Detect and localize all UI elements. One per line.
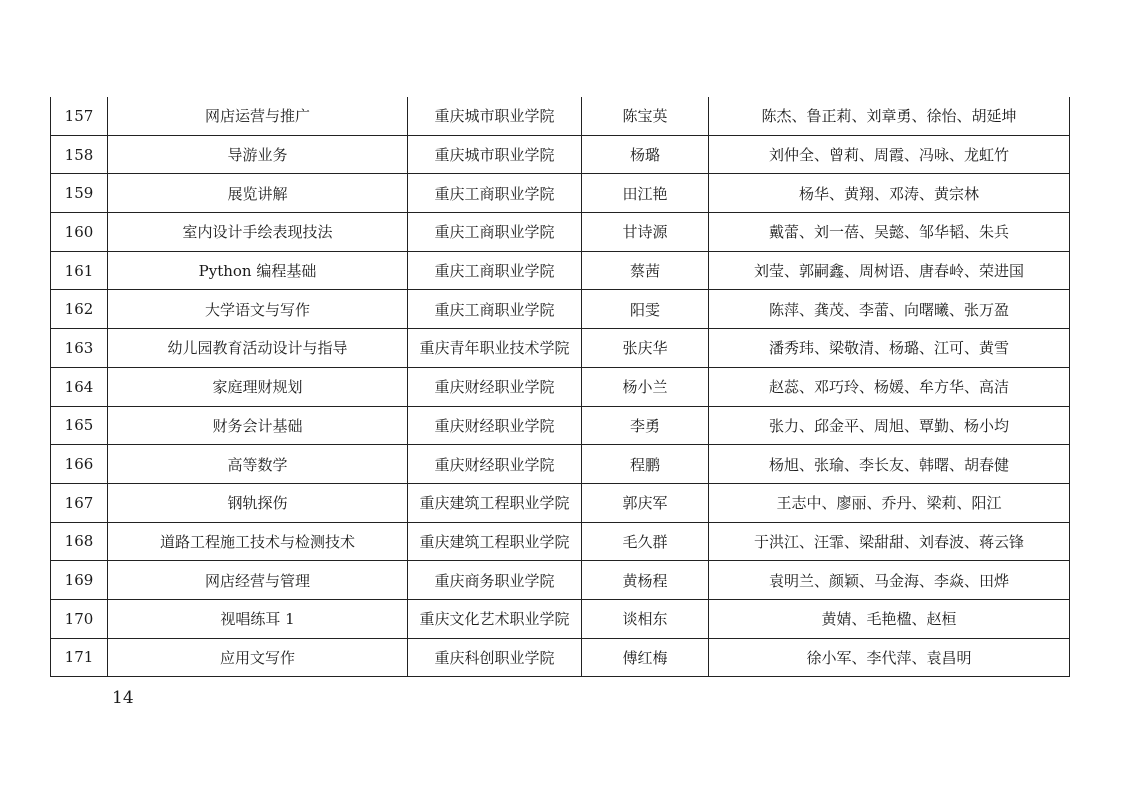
row-number-cell: 160 [51, 213, 108, 252]
school-name-cell: 重庆工商职业学院 [408, 174, 582, 213]
team-members-cell: 赵蕊、邓巧玲、杨媛、牟方华、高洁 [709, 367, 1070, 406]
course-leader-cell: 杨璐 [582, 135, 709, 174]
table-row [51, 599, 1070, 638]
course-leader-cell: 傅红梅 [582, 638, 709, 677]
course-name-cell: 展览讲解 [108, 174, 408, 213]
team-members-cell: 戴蕾、刘一蓓、吴懿、邹华韬、朱兵 [709, 213, 1070, 252]
table-row [51, 522, 1070, 561]
course-name-cell: 高等数学 [108, 445, 408, 484]
row-number-cell: 158 [51, 135, 108, 174]
course-name-cell: 钢轨探伤 [108, 483, 408, 522]
team-members-cell: 袁明兰、颜颖、马金海、李焱、田烨 [709, 561, 1070, 600]
school-name-cell: 重庆城市职业学院 [408, 135, 582, 174]
school-name-cell: 重庆城市职业学院 [408, 97, 582, 135]
school-name-cell: 重庆商务职业学院 [408, 561, 582, 600]
page-number: 14 [112, 688, 134, 708]
row-number-cell: 170 [51, 599, 108, 638]
table-row [51, 329, 1070, 368]
school-name-cell: 重庆财经职业学院 [408, 367, 582, 406]
team-members-cell: 刘仲全、曾莉、周霞、冯咏、龙虹竹 [709, 135, 1070, 174]
table-row [51, 174, 1070, 213]
course-name-cell: 应用文写作 [108, 638, 408, 677]
team-members-cell: 陈杰、鲁正莉、刘章勇、徐怡、胡延坤 [709, 97, 1070, 135]
course-table-body [51, 97, 1070, 677]
course-table [50, 97, 1070, 677]
row-number-cell: 169 [51, 561, 108, 600]
course-name-cell: 大学语文与写作 [108, 290, 408, 329]
row-number-cell: 163 [51, 329, 108, 368]
course-leader-cell: 谈相东 [582, 599, 709, 638]
row-number-cell: 167 [51, 483, 108, 522]
course-leader-cell: 郭庆军 [582, 483, 709, 522]
course-leader-cell: 杨小兰 [582, 367, 709, 406]
table-row [51, 483, 1070, 522]
course-name-cell: Python 编程基础 [108, 251, 408, 290]
row-number-cell: 166 [51, 445, 108, 484]
course-leader-cell: 甘诗源 [582, 213, 709, 252]
table-row [51, 251, 1070, 290]
course-name-cell: 财务会计基础 [108, 406, 408, 445]
course-name-cell: 导游业务 [108, 135, 408, 174]
row-number-cell: 162 [51, 290, 108, 329]
course-leader-cell: 张庆华 [582, 329, 709, 368]
team-members-cell: 潘秀玮、梁敬清、杨璐、江可、黄雪 [709, 329, 1070, 368]
course-leader-cell: 黄杨程 [582, 561, 709, 600]
course-leader-cell: 毛久群 [582, 522, 709, 561]
course-name-cell: 视唱练耳 1 [108, 599, 408, 638]
table-row [51, 135, 1070, 174]
school-name-cell: 重庆建筑工程职业学院 [408, 522, 582, 561]
table-row [51, 561, 1070, 600]
table-row [51, 97, 1070, 135]
school-name-cell: 重庆科创职业学院 [408, 638, 582, 677]
table-row [51, 445, 1070, 484]
row-number-cell: 157 [51, 97, 108, 135]
school-name-cell: 重庆工商职业学院 [408, 251, 582, 290]
team-members-cell: 王志中、廖丽、乔丹、梁莉、阳江 [709, 483, 1070, 522]
team-members-cell: 杨旭、张瑜、李长友、韩曙、胡春健 [709, 445, 1070, 484]
course-leader-cell: 李勇 [582, 406, 709, 445]
row-number-cell: 164 [51, 367, 108, 406]
course-name-cell: 家庭理财规划 [108, 367, 408, 406]
course-leader-cell: 蔡茜 [582, 251, 709, 290]
course-name-cell: 幼儿园教育活动设计与指导 [108, 329, 408, 368]
school-name-cell: 重庆工商职业学院 [408, 213, 582, 252]
course-name-cell: 网店运营与推广 [108, 97, 408, 135]
school-name-cell: 重庆财经职业学院 [408, 406, 582, 445]
course-leader-cell: 阳雯 [582, 290, 709, 329]
course-name-cell: 室内设计手绘表现技法 [108, 213, 408, 252]
row-number-cell: 161 [51, 251, 108, 290]
school-name-cell: 重庆青年职业技术学院 [408, 329, 582, 368]
table-row [51, 367, 1070, 406]
team-members-cell: 徐小军、李代萍、袁昌明 [709, 638, 1070, 677]
row-number-cell: 168 [51, 522, 108, 561]
course-leader-cell: 程鹏 [582, 445, 709, 484]
team-members-cell: 于洪江、汪霏、梁甜甜、刘春波、蒋云锋 [709, 522, 1070, 561]
school-name-cell: 重庆文化艺术职业学院 [408, 599, 582, 638]
team-members-cell: 张力、邱金平、周旭、覃勤、杨小均 [709, 406, 1070, 445]
course-name-cell: 道路工程施工技术与检测技术 [108, 522, 408, 561]
team-members-cell: 陈萍、龚茂、李蕾、向曙曦、张万盈 [709, 290, 1070, 329]
table-row [51, 213, 1070, 252]
row-number-cell: 159 [51, 174, 108, 213]
course-table-container [50, 97, 1069, 677]
table-row [51, 290, 1070, 329]
team-members-cell: 刘莹、郭嗣鑫、周树语、唐春岭、荣进国 [709, 251, 1070, 290]
course-name-cell: 网店经营与管理 [108, 561, 408, 600]
school-name-cell: 重庆工商职业学院 [408, 290, 582, 329]
row-number-cell: 165 [51, 406, 108, 445]
table-row [51, 638, 1070, 677]
team-members-cell: 杨华、黄翔、邓涛、黄宗林 [709, 174, 1070, 213]
table-row [51, 406, 1070, 445]
school-name-cell: 重庆财经职业学院 [408, 445, 582, 484]
course-leader-cell: 田江艳 [582, 174, 709, 213]
school-name-cell: 重庆建筑工程职业学院 [408, 483, 582, 522]
course-leader-cell: 陈宝英 [582, 97, 709, 135]
team-members-cell: 黄婧、毛艳楹、赵桓 [709, 599, 1070, 638]
row-number-cell: 171 [51, 638, 108, 677]
